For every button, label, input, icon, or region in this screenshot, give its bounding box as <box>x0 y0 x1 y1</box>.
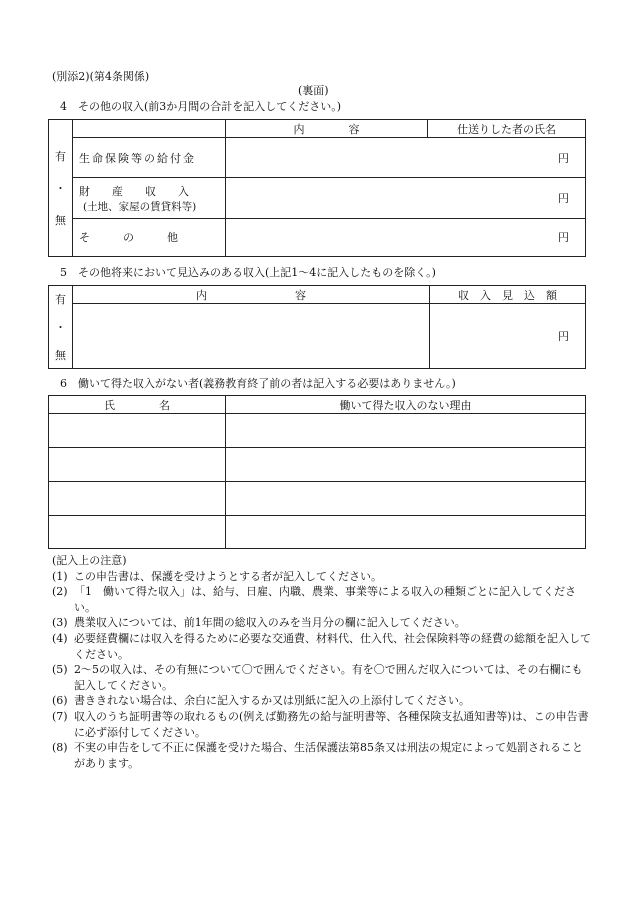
note-item <box>52 709 592 740</box>
section5-table <box>48 285 586 369</box>
table-row <box>49 482 586 516</box>
yen-unit: 円 <box>226 178 586 218</box>
reason-cell <box>226 482 586 516</box>
table-row <box>49 218 586 256</box>
table-row <box>49 304 586 369</box>
reverse-side-label: (裏面) <box>298 84 329 97</box>
note-text: 農業収入については、前1年間の総収入のみを当月分の欄に記入してください。 <box>74 616 466 630</box>
table-row <box>49 516 586 549</box>
section4-head-content: 内 容 <box>226 120 428 138</box>
note-item <box>52 740 592 771</box>
reason-cell <box>226 414 586 448</box>
section6-head-name: 氏 名 <box>49 396 226 414</box>
reason-cell <box>226 448 586 482</box>
section4-head-sender: 仕送りした者の氏名 <box>428 120 586 138</box>
note-number: (1) <box>52 569 68 583</box>
reason-cell <box>226 516 586 549</box>
row-label-property <box>73 178 226 218</box>
section5-head-amount: 収 入 見 込 額 <box>430 286 586 304</box>
note-text: 必要経費欄には収入を得るために必要な交通費、材料代、仕入代、社会保険料等の経費の総額を記入してください。 <box>74 631 591 661</box>
note-text: 「1 働いて得た収入」は、給与、日雇、内職、農業、事業等による収入の種類ごとに記入してください。 <box>74 585 576 614</box>
section5-head-content: 内 容 <box>73 286 430 304</box>
note-item <box>52 615 592 631</box>
presence-no: 無 <box>55 214 66 227</box>
section6-title: 6 働いて得た収入がない者(義務教育終了前の者は記入する必要はありません。) <box>60 377 456 390</box>
section6-head-reason: 働いて得た収入のない理由 <box>226 396 586 414</box>
note-number: (7) <box>52 709 68 723</box>
section5-content-cell <box>73 304 430 369</box>
table-row <box>49 448 586 482</box>
note-item <box>52 693 592 709</box>
name-cell <box>49 448 226 482</box>
section5-presence <box>49 286 73 369</box>
section4-presence <box>49 120 73 257</box>
property-sublabel: (土地、家屋の賃貸料等) <box>83 200 197 213</box>
yen-unit: 円 <box>430 304 586 369</box>
section4-title: 4 その他の収入(前3か月間の合計を記入してください。) <box>60 100 342 113</box>
yen-unit: 円 <box>226 138 586 178</box>
table-row <box>49 138 586 178</box>
presence-dot: ・ <box>55 321 66 334</box>
note-text: 不実の申告をして不正に保護を受けた場合、生活保護法第85条又は刑法の規定によって処罰されることがあります。 <box>74 741 583 770</box>
note-item <box>52 584 592 615</box>
annex-label: (別添2)(第4条関係) <box>52 70 150 83</box>
note-text: この申告書は、保護を受けようとする者が記入してください。 <box>74 569 382 583</box>
note-text: 書ききれない場合は、余白に記入するか又は別紙に記入の上添付してください。 <box>74 694 470 708</box>
name-cell <box>49 414 226 448</box>
presence-dot: ・ <box>55 182 66 195</box>
notes-section <box>52 553 592 771</box>
note-number: (8) <box>52 741 68 755</box>
note-number: (6) <box>52 694 68 708</box>
note-item <box>52 569 592 585</box>
name-cell <box>49 482 226 516</box>
table-row <box>49 178 586 218</box>
presence-yes: 有 <box>55 293 66 306</box>
note-number: (3) <box>52 616 68 630</box>
section5-title: 5 その他将来において見込みのある収入(上記1〜4に記入したものを除く。) <box>60 266 436 279</box>
note-number: (2) <box>52 585 68 599</box>
note-number: (4) <box>52 631 68 645</box>
section4-table <box>48 119 586 257</box>
table-row <box>49 414 586 448</box>
note-item <box>52 631 592 662</box>
property-label: 財 産 収 入 <box>79 184 189 198</box>
yen-unit: 円 <box>226 218 586 256</box>
section4-head-blank <box>73 120 226 138</box>
row-label-insurance: 生命保険等の給付金 <box>73 138 226 178</box>
note-text: 2〜5の収入は、その有無について〇で囲んでください。有を〇で囲んだ収入については、その右欄にも記入してください。 <box>74 663 583 692</box>
notes-title: (記入上の注意) <box>52 554 127 567</box>
presence-no: 無 <box>55 349 66 362</box>
section6-table <box>48 395 586 549</box>
note-number: (5) <box>52 663 68 677</box>
row-label-other: そ の 他 <box>73 218 226 256</box>
note-item <box>52 662 592 693</box>
presence-yes: 有 <box>55 150 66 163</box>
name-cell <box>49 516 226 549</box>
note-text: 収入のうち証明書等の取れるもの(例えば勤務先の給与証明書等、各種保険支払通知書等)は、この申告書に必ず添付してください。 <box>74 709 589 739</box>
